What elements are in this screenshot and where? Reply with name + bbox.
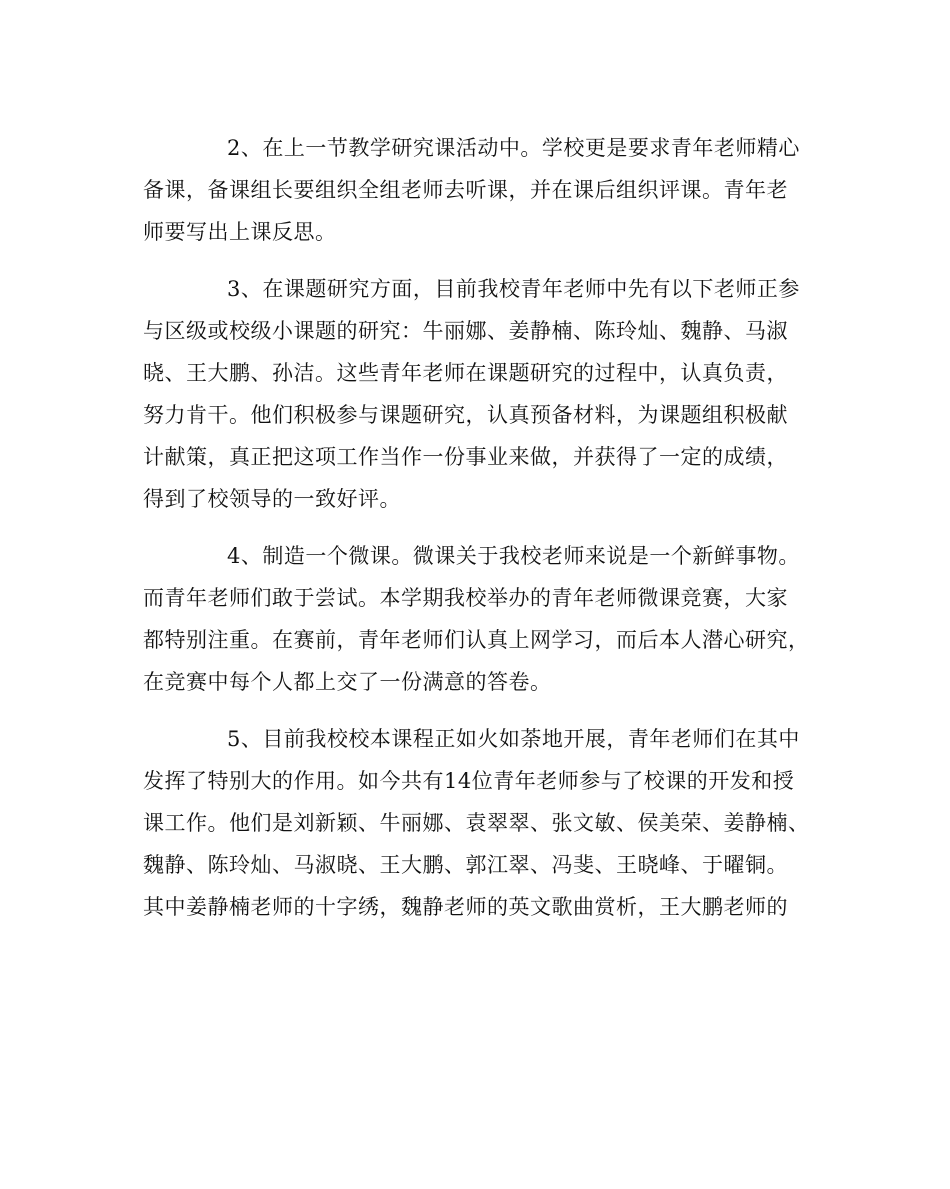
text-line: 发挥了特别大的作用。如今共有14位青年老师参与了校课的开发和授: [143, 769, 795, 793]
text-line: 课工作。他们是刘新颖、牛丽娜、袁翠翠、张文敏、侯美荣、姜静楠、: [143, 811, 810, 835]
text-line: 得到了校领导的一致好评。: [143, 487, 401, 511]
text-line: 3、在课题研究方面，目前我校青年老师中先有以下老师正参: [227, 277, 800, 301]
paragraph-5: [143, 718, 808, 928]
text-line: 计献策，真正把这项工作当作一份事业来做，并获得了一定的成绩，: [143, 445, 788, 469]
text-line: 魏静、陈玲灿、马淑晓、王大鹏、郭江翠、冯斐、王晓峰、于曜铜。: [143, 853, 788, 877]
text-line: 4、制造一个微课。微课关于我校老师来说是一个新鲜事物。: [227, 544, 800, 568]
text-line: 5、目前我校校本课程正如火如荼地开展，青年老师们在其中: [227, 727, 800, 751]
paragraph-gap: [143, 253, 808, 268]
paragraph-gap: [143, 520, 808, 535]
text-line: 师要写出上课反思。: [143, 220, 337, 244]
paragraph-gap: [143, 703, 808, 718]
paragraph-2: [143, 127, 808, 253]
text-line: 晓、王大鹏、孙洁。这些青年老师在课题研究的过程中，认真负责，: [143, 361, 788, 385]
text-line: 与区级或校级小课题的研究：牛丽娜、姜静楠、陈玲灿、魏静、马淑: [143, 319, 788, 343]
text-line: 而青年老师们敢于尝试。本学期我校举办的青年老师微课竞赛，大家: [143, 586, 788, 610]
text-line: 在竞赛中每个人都上交了一份满意的答卷。: [143, 670, 552, 694]
text-line: 2、在上一节教学研究课活动中。学校更是要求青年老师精心: [227, 136, 800, 160]
paragraph-4: [143, 535, 808, 703]
text-line: 其中姜静楠老师的十字绣，魏静老师的英文歌曲赏析，王大鹏老师的: [143, 895, 788, 919]
text-line: 备课，备课组长要组织全组老师去听课，并在课后组织评课。青年老: [143, 178, 788, 202]
text-line: 都特别注重。在赛前，青年老师们认真上网学习，而后本人潜心研究，: [143, 628, 810, 652]
paragraph-3: [143, 268, 808, 520]
text-line: 努力肯干。他们积极参与课题研究，认真预备材料，为课题组积极献: [143, 403, 788, 427]
document-body: [143, 127, 808, 928]
